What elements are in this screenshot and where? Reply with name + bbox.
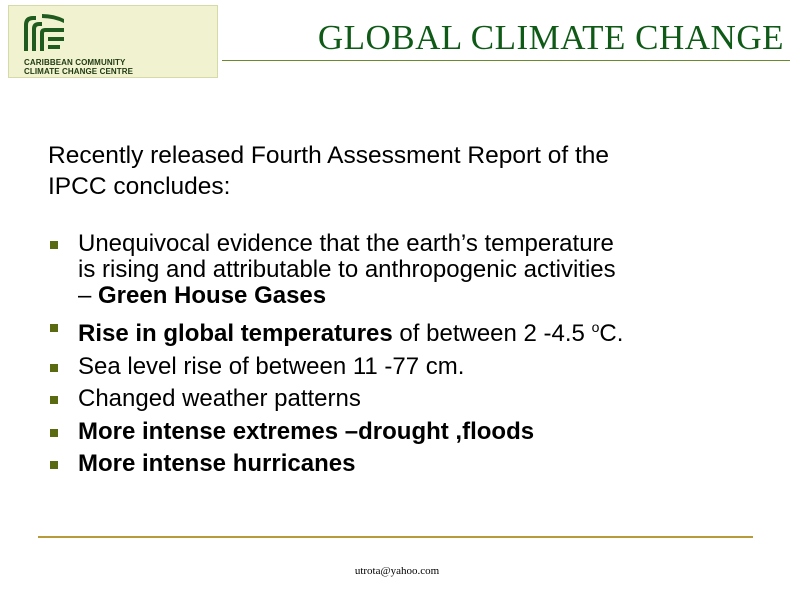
intro-paragraph — [48, 140, 748, 202]
bullet-item — [48, 351, 768, 384]
bullet-line — [78, 283, 768, 309]
bullet-text — [78, 311, 768, 351]
bullet-item — [48, 311, 768, 351]
bullet-line: is rising and attributable to anthropogenic activities — [78, 256, 616, 283]
bullet-item — [48, 416, 768, 449]
bullet-text: More intense extremes –drought ,floods — [78, 417, 535, 445]
logo-line-1: CARIBBEAN COMMUNITY — [24, 58, 126, 67]
bullet-list — [48, 231, 768, 481]
bullet-text: Sea level rise of between 11 -77 cm. — [78, 352, 465, 380]
footer-email: utrota@yahoo.com — [354, 565, 440, 577]
bullet-text: More intense hurricanes — [78, 450, 356, 477]
square-bullet-icon — [50, 429, 58, 437]
logo-line-2: CLIMATE CHANGE CENTRE — [24, 67, 134, 76]
square-bullet-icon — [50, 396, 58, 404]
bullet-text: Changed weather patterns — [78, 385, 361, 412]
bullet-item — [48, 448, 768, 481]
bullet-text-rest: of between 2 -4.5 — [392, 320, 592, 347]
slide-title: GLOBAL CLIMATE CHANGE — [317, 18, 784, 57]
square-bullet-icon — [50, 461, 58, 469]
caribbean-community-logo-icon — [20, 11, 70, 57]
footer-divider — [38, 536, 753, 538]
bullet-emphasis: Green House Gases — [98, 282, 327, 309]
logo-text — [24, 58, 133, 76]
square-bullet-icon — [50, 364, 58, 372]
bullet-item — [48, 383, 768, 416]
bullet-item — [48, 231, 768, 309]
intro-line-2: IPCC concludes: — [48, 173, 231, 200]
degree-superscript: o — [591, 319, 600, 335]
square-bullet-icon — [50, 241, 58, 249]
bullet-line: Unequivocal evidence that the earth’s temperature — [78, 230, 614, 257]
square-bullet-icon — [50, 324, 58, 332]
logo — [8, 5, 218, 78]
title-divider — [222, 60, 790, 61]
bullet-dash: – — [78, 282, 99, 309]
bullet-emphasis: Rise in global temperatures — [78, 320, 393, 347]
bullet-text-end: C. — [599, 320, 624, 347]
intro-line-1: Recently released Fourth Assessment Report of the — [48, 142, 610, 169]
